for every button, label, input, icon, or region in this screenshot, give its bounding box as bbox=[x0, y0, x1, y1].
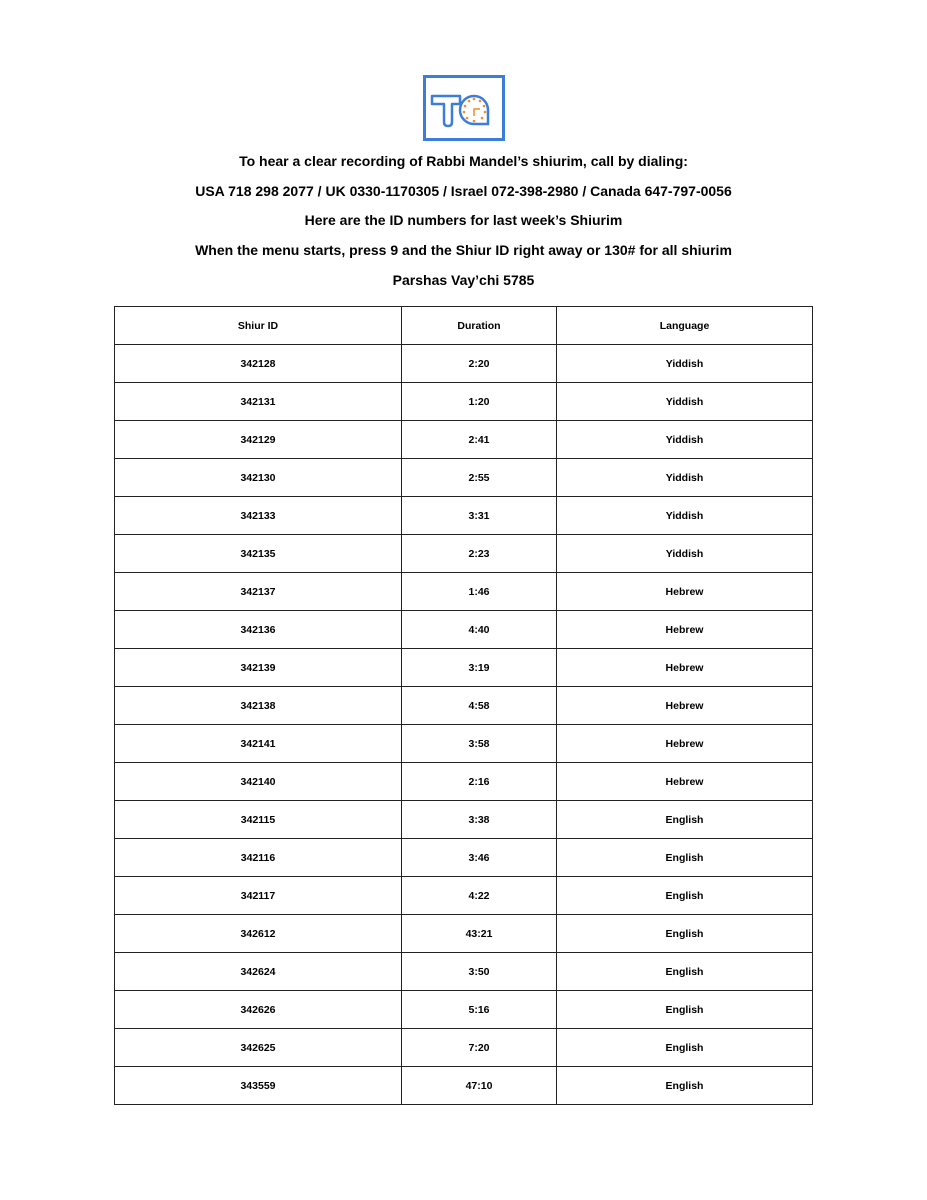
table-row bbox=[115, 459, 813, 497]
shiur-id-cell: 342137 bbox=[115, 573, 402, 611]
shiur-id-cell: 342133 bbox=[115, 497, 402, 535]
menu-instructions: When the menu starts, press 9 and the Shiur ID right away or 130# for all shiurim bbox=[195, 242, 732, 258]
shiur-id-cell: 342140 bbox=[115, 763, 402, 801]
language-cell: English bbox=[557, 801, 813, 839]
column-header-language: Language bbox=[557, 307, 813, 345]
shiur-id-cell: 342626 bbox=[115, 991, 402, 1029]
table-row bbox=[115, 915, 813, 953]
language-cell: English bbox=[557, 953, 813, 991]
shiur-id-cell: 342624 bbox=[115, 953, 402, 991]
language-cell: Hebrew bbox=[557, 763, 813, 801]
table-row bbox=[115, 345, 813, 383]
language-cell: Yiddish bbox=[557, 421, 813, 459]
shiur-id-cell: 342116 bbox=[115, 839, 402, 877]
duration-cell: 47:10 bbox=[402, 1067, 557, 1105]
language-cell: Yiddish bbox=[557, 345, 813, 383]
language-cell: English bbox=[557, 1029, 813, 1067]
duration-cell: 2:23 bbox=[402, 535, 557, 573]
language-cell: English bbox=[557, 991, 813, 1029]
duration-cell: 5:16 bbox=[402, 991, 557, 1029]
duration-cell: 2:16 bbox=[402, 763, 557, 801]
parsha-title: Parshas Vay’chi 5785 bbox=[392, 272, 535, 288]
phone-numbers: USA 718 298 2077 / UK 0330-1170305 / Israel 072-398-2980 / Canada 647-797-0056 bbox=[195, 183, 732, 199]
table-header-row bbox=[115, 307, 813, 345]
duration-cell: 3:19 bbox=[402, 649, 557, 687]
table-row bbox=[115, 649, 813, 687]
table-row bbox=[115, 1067, 813, 1105]
duration-cell: 3:31 bbox=[402, 497, 557, 535]
column-header-duration: Duration bbox=[402, 307, 557, 345]
column-header-shiur-id: Shiur ID bbox=[115, 307, 402, 345]
language-cell: Yiddish bbox=[557, 459, 813, 497]
shiur-id-cell: 342141 bbox=[115, 725, 402, 763]
duration-cell: 3:50 bbox=[402, 953, 557, 991]
id-numbers-note: Here are the ID numbers for last week’s Shiurim bbox=[304, 212, 623, 228]
shiur-id-cell: 343559 bbox=[115, 1067, 402, 1105]
table-row bbox=[115, 611, 813, 649]
language-cell: Hebrew bbox=[557, 725, 813, 763]
language-cell: English bbox=[557, 1067, 813, 1105]
duration-cell: 3:46 bbox=[402, 839, 557, 877]
table-row bbox=[115, 421, 813, 459]
table-row bbox=[115, 877, 813, 915]
shiurim-table bbox=[114, 306, 813, 1105]
logo bbox=[423, 75, 505, 141]
shiur-id-cell: 342131 bbox=[115, 383, 402, 421]
shiur-id-cell: 342139 bbox=[115, 649, 402, 687]
language-cell: Hebrew bbox=[557, 611, 813, 649]
language-cell: Yiddish bbox=[557, 383, 813, 421]
duration-cell: 3:58 bbox=[402, 725, 557, 763]
table-row bbox=[115, 991, 813, 1029]
shiur-id-cell: 342136 bbox=[115, 611, 402, 649]
shiur-id-cell: 342128 bbox=[115, 345, 402, 383]
language-cell: Hebrew bbox=[557, 687, 813, 725]
language-cell: English bbox=[557, 877, 813, 915]
duration-cell: 2:41 bbox=[402, 421, 557, 459]
table-row bbox=[115, 573, 813, 611]
table-row bbox=[115, 383, 813, 421]
language-cell: Yiddish bbox=[557, 535, 813, 573]
duration-cell: 7:20 bbox=[402, 1029, 557, 1067]
language-cell: Hebrew bbox=[557, 573, 813, 611]
language-cell: Yiddish bbox=[557, 497, 813, 535]
table-row bbox=[115, 801, 813, 839]
duration-cell: 1:20 bbox=[402, 383, 557, 421]
shiur-id-cell: 342117 bbox=[115, 877, 402, 915]
duration-cell: 4:40 bbox=[402, 611, 557, 649]
shiur-id-cell: 342612 bbox=[115, 915, 402, 953]
duration-cell: 3:38 bbox=[402, 801, 557, 839]
table-row bbox=[115, 687, 813, 725]
shiur-id-cell: 342625 bbox=[115, 1029, 402, 1067]
shiur-id-cell: 342130 bbox=[115, 459, 402, 497]
table-row bbox=[115, 497, 813, 535]
language-cell: English bbox=[557, 839, 813, 877]
language-cell: English bbox=[557, 915, 813, 953]
shiur-id-cell: 342138 bbox=[115, 687, 402, 725]
duration-cell: 4:22 bbox=[402, 877, 557, 915]
duration-cell: 4:58 bbox=[402, 687, 557, 725]
shiur-id-cell: 342115 bbox=[115, 801, 402, 839]
duration-cell: 43:21 bbox=[402, 915, 557, 953]
logo-tc-clock-icon bbox=[426, 78, 502, 138]
table-row bbox=[115, 763, 813, 801]
table-row bbox=[115, 839, 813, 877]
duration-cell: 2:55 bbox=[402, 459, 557, 497]
shiur-id-cell: 342135 bbox=[115, 535, 402, 573]
language-cell: Hebrew bbox=[557, 649, 813, 687]
table-row bbox=[115, 535, 813, 573]
duration-cell: 2:20 bbox=[402, 345, 557, 383]
duration-cell: 1:46 bbox=[402, 573, 557, 611]
table-row bbox=[115, 725, 813, 763]
table-row bbox=[115, 953, 813, 991]
table-row bbox=[115, 1029, 813, 1067]
shiur-id-cell: 342129 bbox=[115, 421, 402, 459]
instructions-heading: To hear a clear recording of Rabbi Mandel’s shiurim, call by dialing: bbox=[239, 153, 688, 169]
